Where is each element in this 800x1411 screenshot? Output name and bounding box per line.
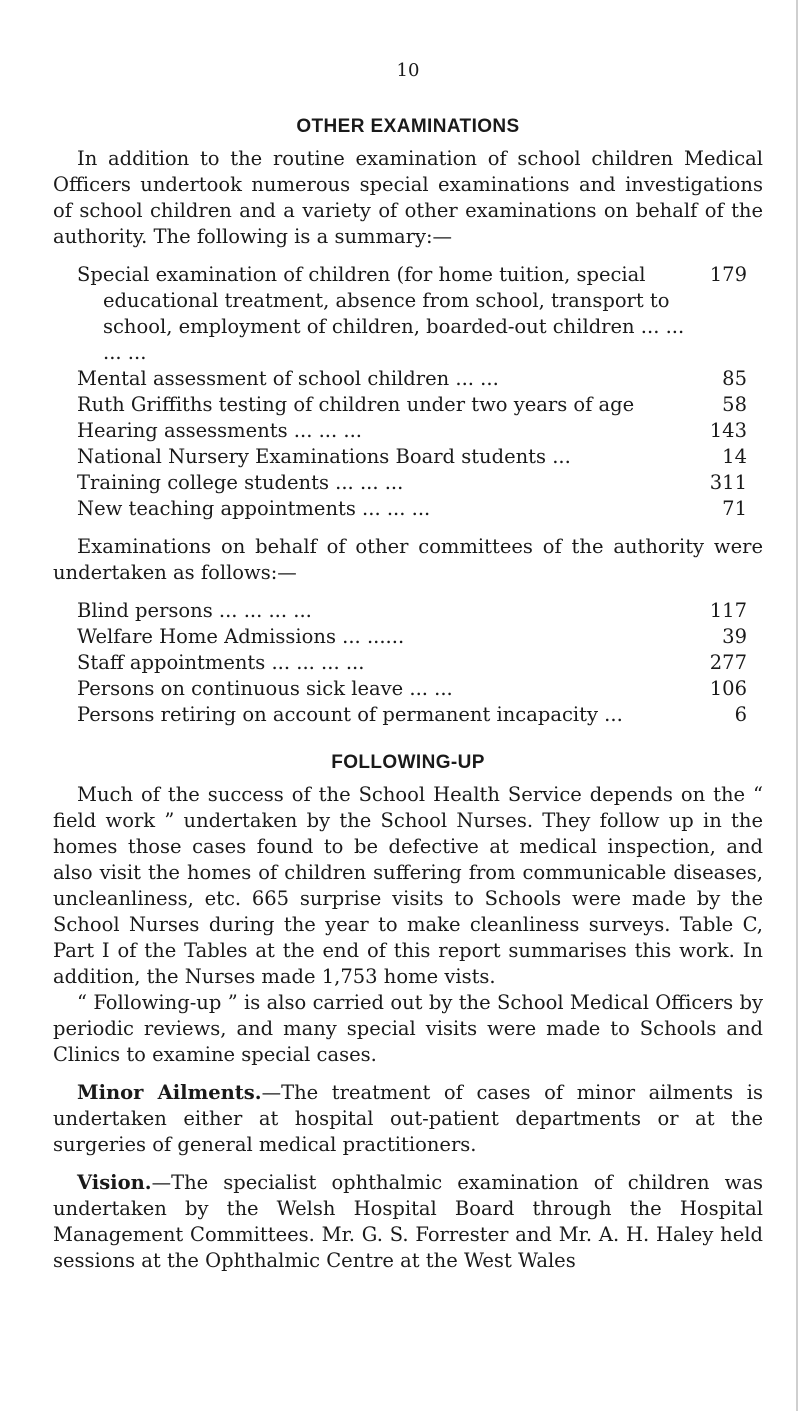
list-item <box>77 496 747 522</box>
item-label: Welfare Home Admissions ... ...... <box>77 625 405 648</box>
document-page <box>53 58 763 1274</box>
item-value: 311 <box>709 471 747 494</box>
minor-ailments-heading: Minor Ailments. <box>77 1081 262 1104</box>
vision-paragraph <box>53 1170 763 1274</box>
item-value: 117 <box>709 599 747 622</box>
list-item <box>77 702 747 728</box>
list-item <box>77 418 747 444</box>
vision-heading: Vision. <box>77 1171 152 1194</box>
item-label: Persons retiring on account of permanent incapacity ... <box>77 703 623 726</box>
item-value: 277 <box>709 651 747 674</box>
item-label: National Nursery Examinations Board students ... <box>77 445 571 468</box>
committee-examinations-list <box>77 598 747 728</box>
following-up-paragraph-1: Much of the success of the School Health Service depends on the “ field work ” undertaken by the School Nurses. They follow up in the homes those cases found to be defective at medical inspection, and also visit the homes of children suffering from communicable diseases, uncleanliness, etc. 665 surprise visits to Schools were made by the School Nurses during the year to make cleanliness surveys. Table C, Part I of the Tables at the end of this report summarises this work. In addition, the Nurses made 1,753 home vists. <box>53 783 763 988</box>
item-value: 85 <box>722 367 747 390</box>
intro-paragraph: In addition to the routine examination of school children Medical Officers undertook numerous special examinations and investigations of school children and a variety of other examinations on behalf of the authority. The following is a summary:— <box>53 147 763 248</box>
minor-ailments-paragraph <box>53 1080 763 1158</box>
list-item <box>77 598 747 624</box>
item-value: 179 <box>709 263 747 286</box>
list-item <box>77 470 747 496</box>
item-label: New teaching appointments ... ... ... <box>77 497 431 520</box>
list-item <box>77 366 747 392</box>
list-item <box>77 444 747 470</box>
item-label: Hearing assessments ... ... ... <box>77 419 362 442</box>
item-label: Special examination of children (for home tuition, special educational treatment, absence from school, transport to school, employment of children, boarded-out children ... ... ... ... <box>77 263 685 364</box>
examinations-summary-list <box>77 262 747 522</box>
item-label: Training college students ... ... ... <box>77 471 404 494</box>
list-item <box>77 392 747 418</box>
item-label: Blind persons ... ... ... ... <box>77 599 312 622</box>
vision-text: —The specialist ophthalmic examination of children was undertaken by the Welsh Hospital Board through the Hospital Management Committees. Mr. G. S. Forrester and Mr. A. H. Haley held sessions at the Ophthalmic Centre at the West Wales <box>53 1171 763 1272</box>
item-value: 71 <box>722 497 747 520</box>
item-value: 39 <box>722 625 747 648</box>
list-item <box>77 624 747 650</box>
minor-ailments-text: —The treatment of cases of minor ailments is undertaken either at hospital out-patient departments or at the surgeries of general medical practitioners. <box>53 1081 763 1156</box>
list-item <box>77 676 747 702</box>
list-item <box>77 650 747 676</box>
committees-intro-paragraph: Examinations on behalf of other committees of the authority were undertaken as follows:— <box>53 535 763 584</box>
section-title-following-up: FOLLOWING-UP <box>331 752 485 773</box>
section-title-other-examinations: OTHER EXAMINATIONS <box>296 116 520 137</box>
item-value: 6 <box>734 703 747 726</box>
item-label: Persons on continuous sick leave ... ... <box>77 677 453 700</box>
page-number: 10 <box>396 60 420 81</box>
item-label: Mental assessment of school children ... ... <box>77 367 499 390</box>
list-item <box>77 262 747 366</box>
page-edge-shadow <box>796 0 798 1411</box>
item-label: Staff appointments ... ... ... ... <box>77 651 365 674</box>
item-label: Ruth Griffiths testing of children under two years of age <box>77 393 635 416</box>
item-value: 143 <box>709 419 747 442</box>
item-value: 106 <box>709 677 747 700</box>
item-value: 14 <box>722 445 747 468</box>
item-value: 58 <box>722 393 747 416</box>
following-up-paragraph-2: “ Following-up ” is also carried out by the School Medical Officers by periodic reviews, and many special visits were made to Schools and Clinics to examine special cases. <box>53 991 763 1066</box>
